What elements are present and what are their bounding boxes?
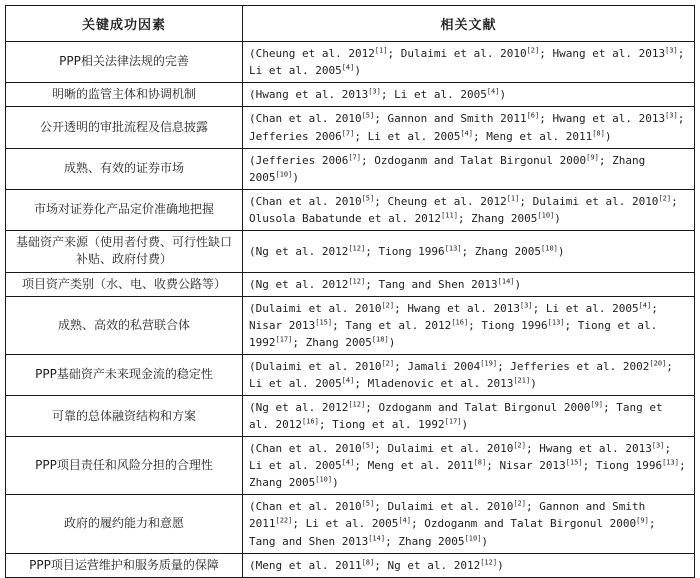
references-cell: (Ng et al. 2012[12]; Ozdoganm and Talat Birgonul 2000[9]; Tang et al. 2012[16]; Tiong et al. 1992[17]) xyxy=(243,396,695,437)
factor-cell: 成熟、有效的证券市场 xyxy=(6,148,243,189)
references-cell: (Ng et al. 2012[12]; Tiong 1996[13]; Zhang 2005[10]) xyxy=(243,230,695,272)
references-cell: (Cheung et al. 2012[1]; Dulaimi et al. 2010[2]; Hwang et al. 2013[3]; Li et al. 2005[4]) xyxy=(243,42,695,83)
factor-cell: 政府的履约能力和意愿 xyxy=(6,495,243,553)
table-header-row xyxy=(6,6,695,42)
success-factors-table xyxy=(5,5,695,578)
column-header-related-literature: 相关文献 xyxy=(243,6,695,42)
table-row xyxy=(6,42,695,83)
references-cell: (Meng et al. 2011[8]; Ng et al. 2012[12]) xyxy=(243,553,695,577)
table-row xyxy=(6,189,695,230)
table-row xyxy=(6,553,695,577)
table-body xyxy=(6,42,695,578)
factor-cell: 明晰的监管主体和协调机制 xyxy=(6,83,243,107)
table-row xyxy=(6,396,695,437)
table-row xyxy=(6,296,695,354)
table-row xyxy=(6,272,695,296)
table-row xyxy=(6,83,695,107)
references-cell: (Dulaimi et al. 2010[2]; Hwang et al. 2013[3]; Li et al. 2005[4]; Nisar 2013[15]; Tang et al. 2012[16]; Tiong 1996[13]; Tiong et al. 1992[17]; Zhang 2005[18]) xyxy=(243,296,695,354)
factor-cell: 公开透明的审批流程及信息披露 xyxy=(6,107,243,148)
factor-cell: PPP项目责任和风险分担的合理性 xyxy=(6,437,243,495)
factor-cell: 项目资产类别（水、电、收费公路等） xyxy=(6,272,243,296)
references-cell: (Chan et al. 2010[5]; Dulaimi et al. 2010[2]; Hwang et al. 2013[3]; Li et al. 2005[4]; Meng et al. 2011[8]; Nisar 2013[15]; Tiong 1996[13]; Zhang 2005[10]) xyxy=(243,437,695,495)
factor-cell: 可靠的总体融资结构和方案 xyxy=(6,396,243,437)
table-row xyxy=(6,437,695,495)
table-row xyxy=(6,495,695,553)
factor-cell: PPP项目运营维护和服务质量的保障 xyxy=(6,553,243,577)
references-cell: (Dulaimi et al. 2010[2]; Jamali 2004[19]; Jefferies et al. 2002[20]; Li et al. 2005[4]; Mladenovic et al. 2013[21]) xyxy=(243,355,695,396)
references-cell: (Hwang et al. 2013[3]; Li et al. 2005[4]) xyxy=(243,83,695,107)
references-cell: (Ng et al. 2012[12]; Tang and Shen 2013[14]) xyxy=(243,272,695,296)
table-row xyxy=(6,355,695,396)
references-cell: (Chan et al. 2010[5]; Dulaimi et al. 2010[2]; Gannon and Smith 2011[22]; Li et al. 2005[4]; Ozdoganm and Talat Birgonul 2000[9]; Tang and Shen 2013[14]; Zhang 2005[10]) xyxy=(243,495,695,553)
references-cell: (Chan et al. 2010[5]; Cheung et al. 2012[1]; Dulaimi et al. 2010[2]; Olusola Babatunde et al. 2012[11]; Zhang 2005[10]) xyxy=(243,189,695,230)
references-cell: (Jefferies 2006[7]; Ozdoganm and Talat Birgonul 2000[9]; Zhang 2005[10]) xyxy=(243,148,695,189)
factor-cell: PPP相关法律法规的完善 xyxy=(6,42,243,83)
factor-cell: 市场对证券化产品定价准确地把握 xyxy=(6,189,243,230)
column-header-key-success-factors: 关键成功因素 xyxy=(6,6,243,42)
factor-cell: PPP基础资产未来现金流的稳定性 xyxy=(6,355,243,396)
factor-cell: 基础资产来源（使用者付费、可行性缺口补贴、政府付费） xyxy=(6,230,243,272)
references-cell: (Chan et al. 2010[5]; Gannon and Smith 2011[6]; Hwang et al. 2013[3]; Jefferies 2006[7]; Li et al. 2005[4]; Meng et al. 2011[8]) xyxy=(243,107,695,148)
table-row xyxy=(6,148,695,189)
factor-cell: 成熟、高效的私营联合体 xyxy=(6,296,243,354)
table-row xyxy=(6,230,695,272)
table-row xyxy=(6,107,695,148)
